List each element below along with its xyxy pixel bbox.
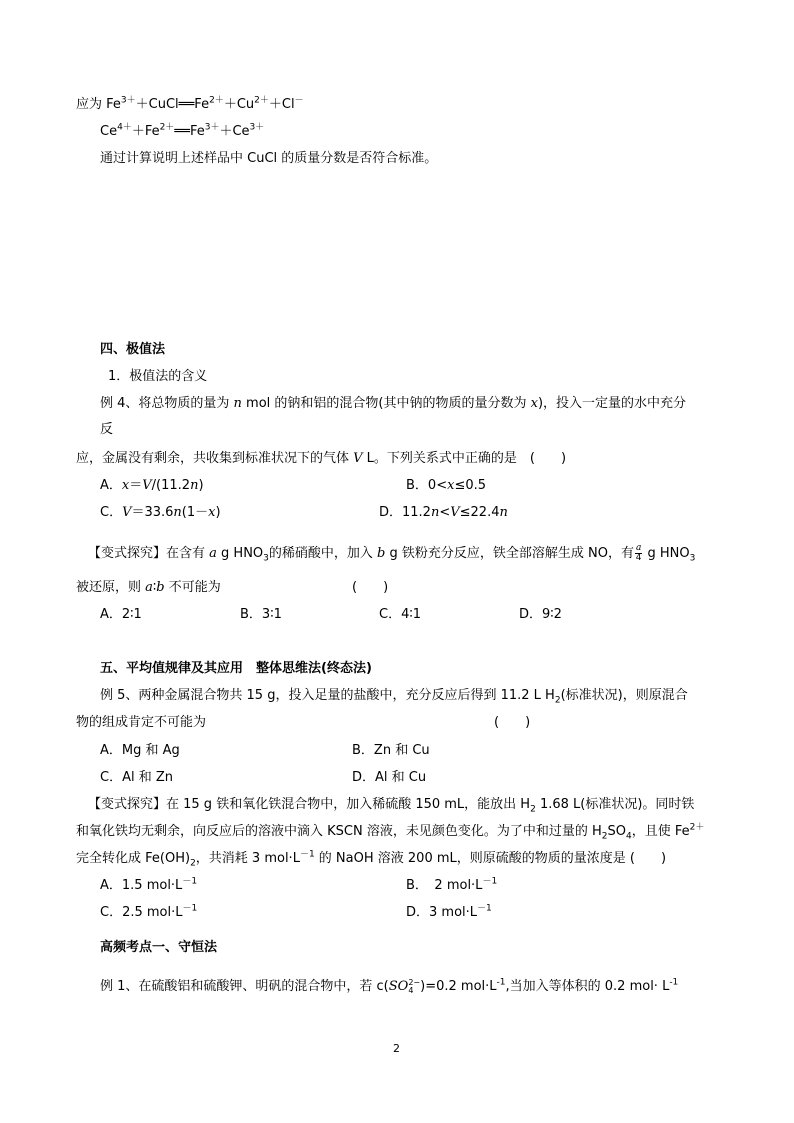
text-line: 通过计算说明上述样品中 CuCl 的质量分数是否符合标准。 — [100, 151, 438, 166]
option-d: D．11.2n<V≤22.4n — [379, 505, 508, 520]
question-text: 物的组成肯定不可能为 — [76, 715, 207, 730]
option-d: D．9∶2 — [519, 607, 562, 622]
option-c: C．Al 和 Zn — [100, 770, 173, 785]
variant-question: 【变式探究】在含有 a g $HNO_3$的稀硝酸中，加入 b g 铁粉充分反应，铁全部溶解生成 NO，有 $\frac{a}{4}$ g $HNO_3$ — [88, 543, 696, 564]
question-text: 应，金属没有剩余，共收集到标准状况下的气体 V L。下列关系式中正确的是 ( ) — [76, 451, 567, 466]
section-title: 四、极值法 — [100, 342, 166, 357]
variant-question: 完全转化成 $Fe(OH)_2$，共消耗 3 $mol\cdot L^{-1}$ 的 NaOH 溶液 200 mL，则原硫酸的物质的量浓度是 ( ) — [76, 849, 667, 869]
question-text: 例 1、在硫酸铝和硫酸钾、明矾的混合物中，若 c(SO 2− 4 )=0.2 $mol\cdot L^{-1}$,当加入等体积的 0.2 $mol\cdot L^{-1}$ — [100, 977, 679, 995]
question-text: 反 — [100, 422, 114, 437]
option-b: B．3∶1 — [240, 607, 282, 622]
variant-question: 【变式探究】在 15 g 铁和氧化铁混合物中，加入稀硫酸 150 mL，能放出 $H_2$ 1.68 L(标准状况)。同时铁 — [88, 797, 695, 815]
option-c: C．V＝33.6n(1－x) — [100, 505, 221, 520]
section-title: 五、平均值规律及其应用 整体思维法(终态法) — [100, 661, 372, 676]
variant-question: 被还原，则 a∶b 不可能为 — [76, 580, 221, 595]
variant-question: 和氧化铁均无剩余，向反应后的溶液中滴入 KSCN 溶液，未见颜色变化。为了中和过量的 $H_2SO_4$，且使 $Fe^{2+}$ — [76, 822, 705, 842]
option-c: C．2.5 $mol\cdot L^{-1}$ — [100, 903, 198, 920]
option-b: B． 2 $mol\cdot L^{-1}$ — [406, 876, 498, 893]
section-title: 高频考点一、守恒法 — [100, 940, 218, 955]
text-line: $Ce^{4+}+Fe^{2+}══Fe^{3+}+Ce^{3+}$ — [100, 122, 265, 139]
question-text: 例 4、将总物质的量为 n mol 的钠和铝的混合物(其中钠的物质的量分数为 x)，投入一定量的水中充分 — [100, 396, 687, 411]
option-b: B．Zn 和 Cu — [352, 743, 430, 758]
answer-bracket: ( ) — [494, 715, 531, 730]
option-a: A．1.5 $mol\cdot L^{-1}$ — [100, 876, 198, 893]
question-text: 例 5、两种金属混合物共 15 g，投入足量的盐酸中，充分反应后得到 11.2 L $H_2$(标准状况)，则原混合 — [100, 688, 688, 706]
page-number: 2 — [393, 1042, 400, 1055]
answer-bracket: ( ) — [352, 580, 389, 595]
option-b: B．0<x≤0.5 — [406, 478, 487, 493]
option-a: A．Mg 和 Ag — [100, 743, 180, 758]
option-d: D．Al 和 Cu — [352, 770, 427, 785]
option-a: A．x＝V/(11.2n) — [100, 478, 204, 493]
option-c: C．4∶1 — [379, 607, 422, 622]
subsection-title: 1．极值法的含义 — [108, 369, 208, 384]
option-a: A．2∶1 — [100, 607, 142, 622]
option-d: D．3 $mol\cdot L^{-1}$ — [406, 903, 492, 920]
text-line: 应为 $Fe^{3+}+CuCl══Fe^{2+}+Cu^{2+}+Cl^-$ — [76, 95, 304, 112]
fraction: $\frac{a}{4}$ — [635, 543, 642, 563]
